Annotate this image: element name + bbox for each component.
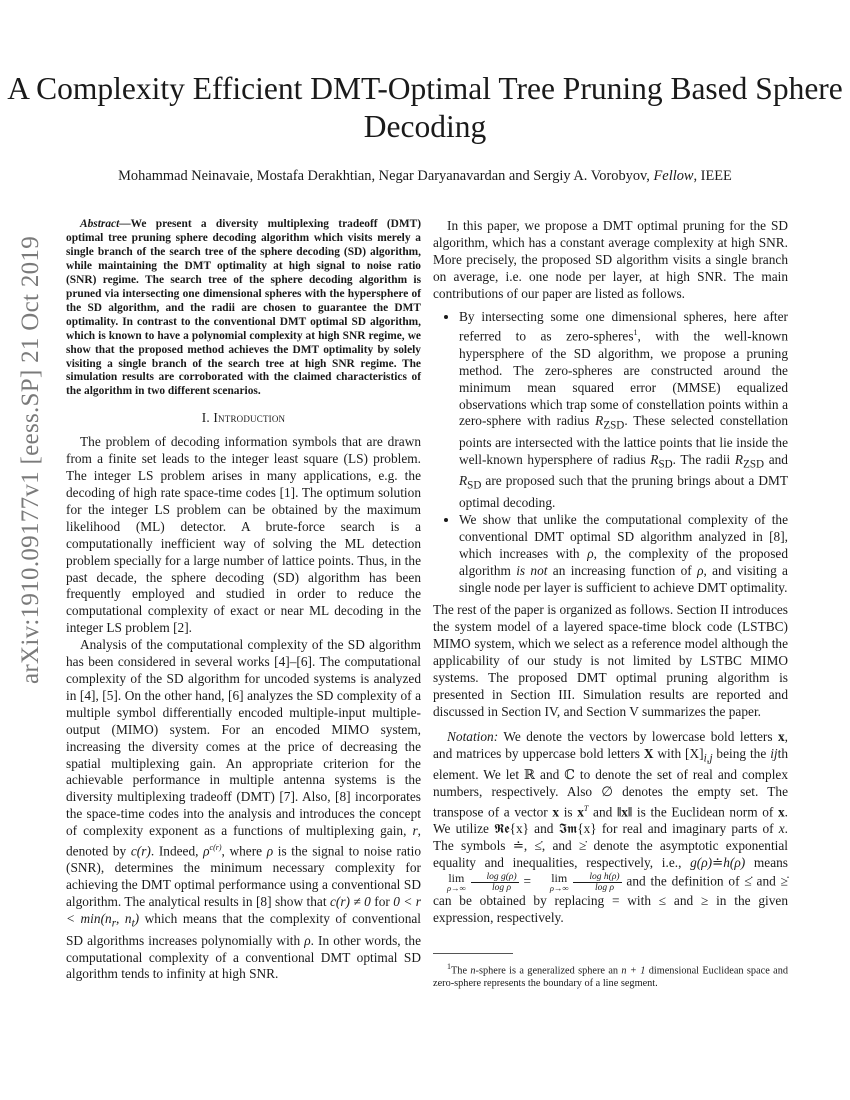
footnote: $^1$The n-sphere is a generalized sphere an n + 1 dimensional Euclidean space and zero-sphere represents the boundary of a line segment. (433, 961, 788, 990)
abstract: Abstract—We present a diversity multiplexing tradeoff (DMT) optimal tree pruning sphere decoding algorithm which visits merely a single branch of the search tree of the sphere decoding (SD) algorithm, while maintaining the DMT optimality at high signal to noise ratio (SNR) regime. The search tree of the sphere decoding algorithm is pruned via intersecting one dimensional spheres with the hypersphere of the SD algorithm, and the radii are chosen to guarantee the DMT optimality. In contrast to the conventional DMT optimal SD algorithm, which is known to have a polynomial complexity at high SNR regime, we show that the proposed method achieves the DMT optimality by solely visiting a single branch of the search tree at high SNR regime. The simulation results are corroborated with the claimed characteristics of the algorithm in two different scenarios. (66, 218, 421, 398)
organization-paragraph: The rest of the paper is organized as follows. Section II introduces the system model of a layered space-time block code (LSTBC) MIMO system, which we select as a reference model although the applicability of our study is not limited by LSTBC MIMO systems. The proposed DMT optimal pruning algorithm is presented in Section III. Simulation results are reported and discussed in Section IV, and Section V summarizes the paper. (433, 602, 788, 719)
arxiv-identifier: arXiv:1910.09177v1 [eess.SP] 21 Oct 2019 (17, 235, 44, 685)
section-heading-introduction: I. Introduction (201, 410, 286, 426)
paper-title: A Complexity Efficient DMT-Optimal Tree Pruning Based Sphere Decoding (7, 71, 843, 144)
list-item: • By intersecting some one dimensional spheres, here after referred to as zero-spheres$^1$, with the well-known hypersphere of the SD algorithm, we propose a pruning method. The zero-spheres are constructed around the minimum mean squared error (MMSE) equalized observations which trap some of constellation points within a zero-sphere with radius $R_{ZSD}$. These selected constellation points are intersected with the lattice points that lie inside the well-known hypersphere of radius $R_{SD}$. The radii $R_{ZSD}$ and $R_{SD}$ are proposed such that the pruning brings about a DMT optimal decoding. (459, 309, 788, 512)
contributions-paragraph: In this paper, we propose a DMT optimal pruning for the SD algorithm, which has a constant average complexity at high SNR. More precisely, the proposed SD algorithm visits a single branch on average, i.e. one node per layer, at high SNR. The main contributions of our paper are listed as follows. (433, 218, 788, 301)
right-column (433, 218, 788, 990)
contributions-list (433, 309, 788, 597)
intro-paragraph-1: The problem of decoding information symbols that are drawn from a finite set leads to the integer least square (LS) problem. The integer LS problem arises in many applications, e.g. the decoding of high rate space-time codes [1]. The optimum solution for the integer LS problem can be obtained by the maximum likelihood (ML) detector. A brute-force search is a computationally inefficient way of solving the ML detection problem specially for a large number of lattice points. Thus, in the past decade, the sphere decoding (SD) algorithm has been frequently employed and studied in order to reduce the computational complexity of exact or near ML decoding in the integer LS problem [2]. (66, 434, 421, 636)
intro-paragraph-2: Analysis of the computational complexity of the SD algorithm has been considered in several works [4]–[6]. The computational complexity of the SD algorithm for uncoded systems is analyzed in [4], [5]. On the other hand, [6] analyzes the SD complexity of a multiple symbol differentially encoded multiple-input multiple-output (MIMO) system. For an encoded MIMO system, increasing the diversity comes at the price of decreasing the spatial multiplexing gain. An appropriate criterion for the achievable performance in multiple antenna systems is the diversity multiplexing tradeoff (DMT) [7]. Also, [8] incorporates the space-time codes into the analysis and introduces the concept of complexity exponent as a functions of multiplexing gain, r, denoted by c(r). Indeed, $\rho^{c(r)}$, where ρ is the signal to noise ratio (SNR), determines the minimum necessary complexity for achieving the DMT optimal performance using a conventional SD algorithm. The analytical results in [8] show that c(r) ≠ 0 for $0 < r < \min(n_r$, $n_t$) which means that the complexity of conventional SD algorithms increases polynomially with ρ. In other words, the computational complexity of a conventional DMT optimal SD algorithm tends to infinity at high SNR. (66, 637, 422, 982)
notation-paragraph: Notation: We denote the vectors by lowercase bold letters x, and matrices by uppercase bold letters X with $[X]_{i,j}$ being the ijth element. We let ℝ and ℂ to denote the set of real and complex numbers, respectively. Also ∅ denotes the empty set. The transpose of a vector x is $x^T$ and ‖x‖ is the Euclidean norm of x. We utilize 𝕽𝖊{x} and 𝕴𝖒{x} for real and imaginary parts of x. The symbols ≐, ≤̇, and ≥̇ denote the asymptotic exponential equality and inequalities, respectively, i.e., g(ρ)≐h(ρ) means lim ρ→∞ $\frac{\text{log g(ρ)}}{\text{log ρ}}$ = lim ρ→∞ $\frac{\text{log h(ρ)}}{\text{log ρ}}$ and the definition of ≤̇ and ≥̇ can be obtained by replacing = with ≤ and ≥ in the given expression, respectively. (433, 728, 788, 926)
footnote-rule (433, 953, 513, 954)
list-item: • We show that unlike the computational complexity of the conventional DMT optimal SD algorithm analyzed in [8], which increases with ρ, the complexity of the proposed algorithm is not an increasing function of ρ, and visiting a single node per layer is sufficient to achieve DMT optimality. (459, 512, 788, 597)
left-column (66, 218, 421, 983)
author-list: Mohammad Neinavaie, Mostafa Derakhtian, Negar Daryanavardan and Sergiy A. Vorobyov, Fellow, IEEE (118, 168, 732, 184)
